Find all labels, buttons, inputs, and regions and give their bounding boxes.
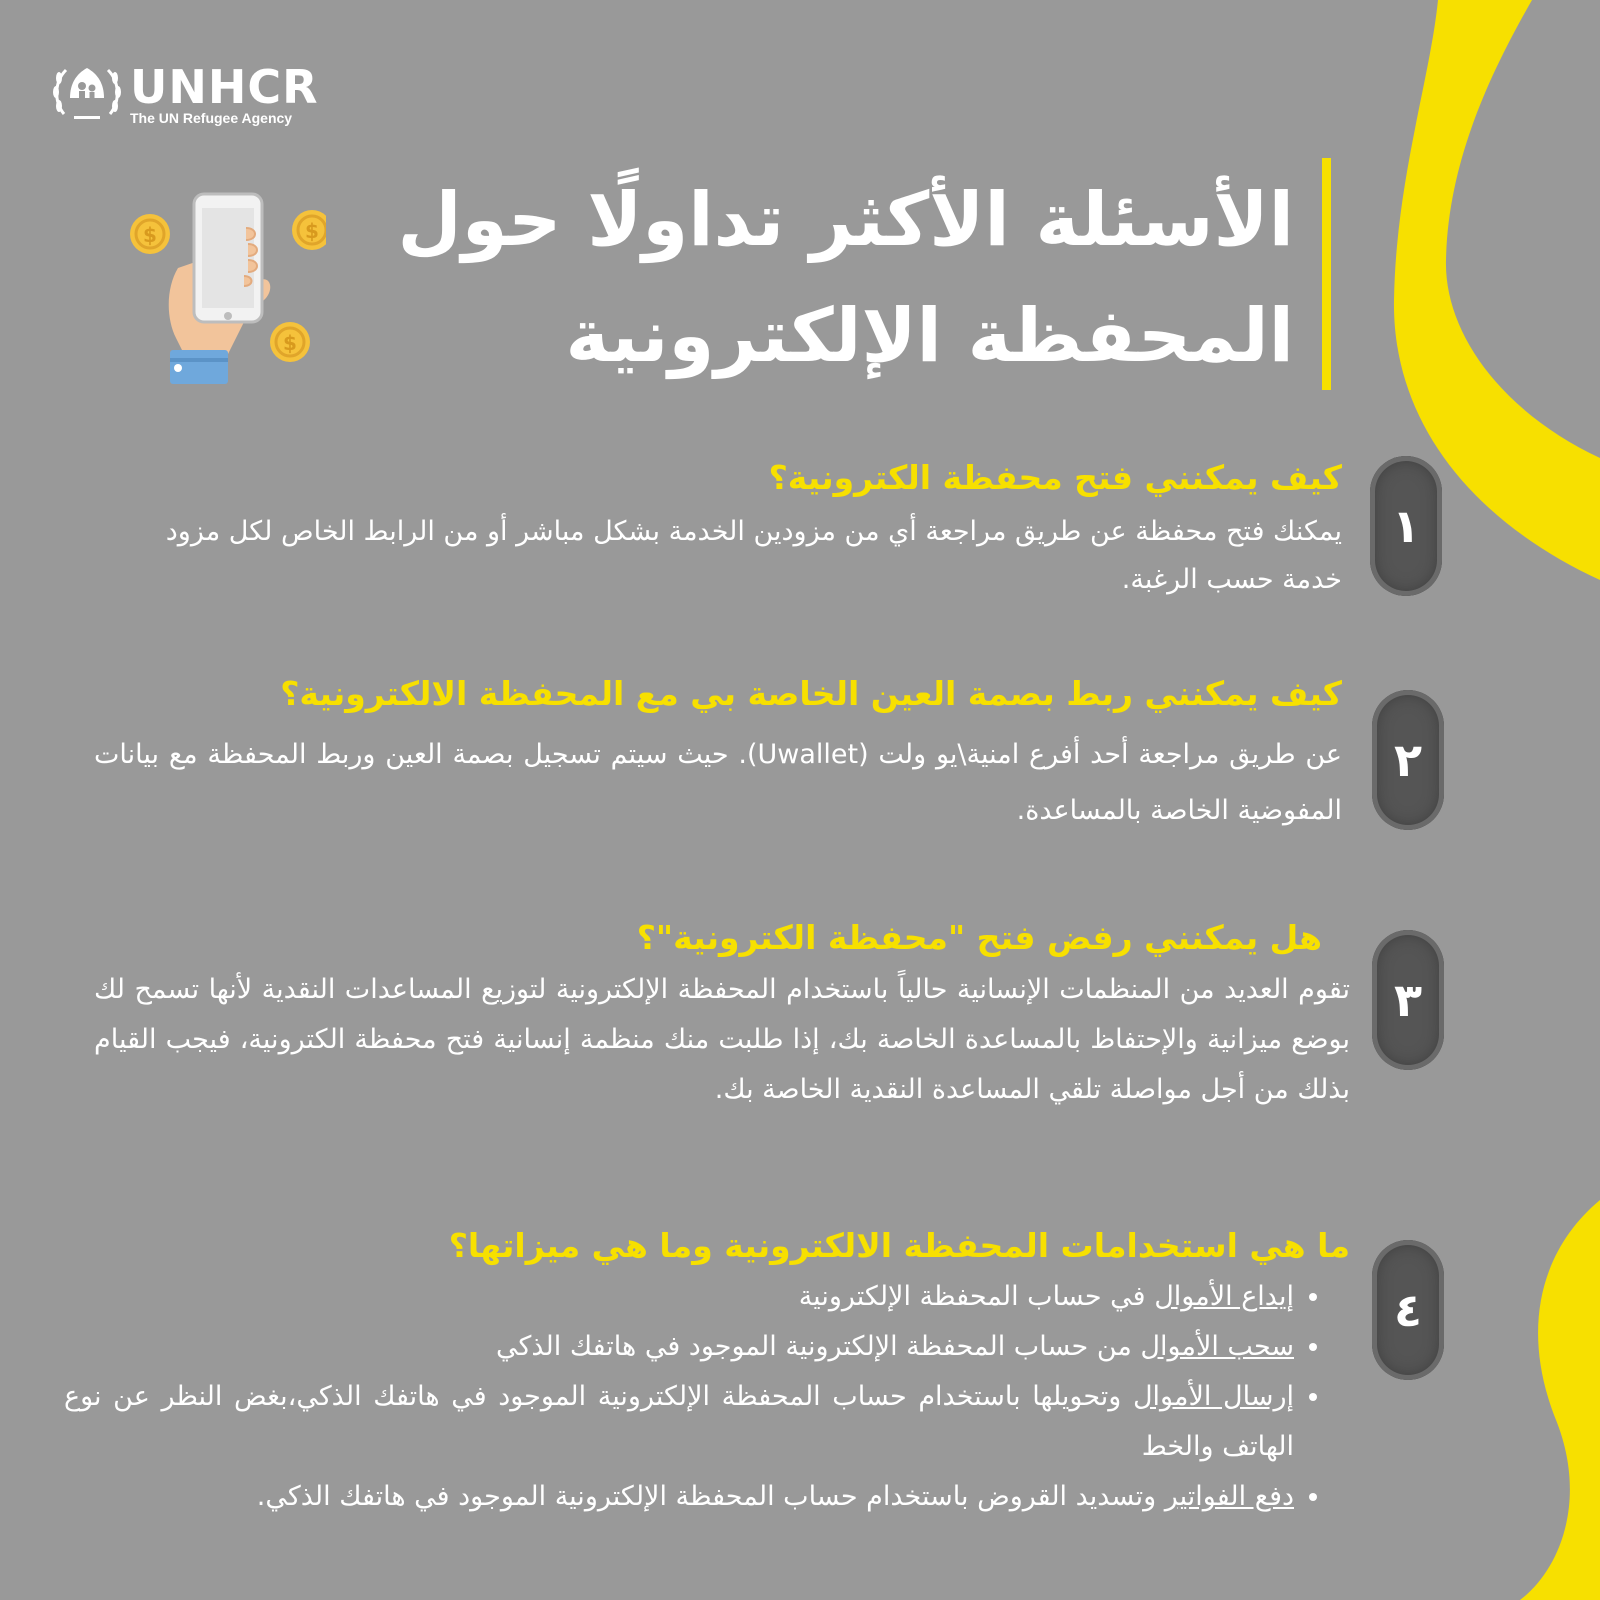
feature-text: وتسديد القروض باستخدام حساب المحفظة الإلكترونية الموجود في هاتفك الذكي. bbox=[256, 1481, 1165, 1512]
faq-answer: عن طريق مراجعة أحد أفرع امنية\يو ولت (Uwallet). حيث سيتم تسجيل بصمة العين وربط المحفظة مع بيانات المفوضية الخاصة بالمساعدة. bbox=[94, 739, 1342, 826]
faq-number-badge: ٢ bbox=[1372, 690, 1444, 830]
title-accent-bar bbox=[1322, 158, 1331, 390]
faq-number-badge: ١ bbox=[1370, 456, 1442, 596]
logo-tagline: The UN Refugee Agency bbox=[130, 110, 293, 126]
feature-lead: دفع الفواتير bbox=[1164, 1481, 1294, 1512]
list-item bbox=[64, 1322, 1294, 1372]
list-item bbox=[64, 1472, 1294, 1522]
feature-text: في حساب المحفظة الإلكترونية bbox=[798, 1281, 1155, 1312]
feature-lead: سحب الأموال bbox=[1140, 1331, 1294, 1362]
svg-text:$: $ bbox=[143, 223, 157, 247]
faq-answer: يمكنك فتح محفظة عن طريق مراجعة أي من مزودين الخدمة بشكل مباشر أو من الرابط الخاص لكل مزود خدمة حسب الرغبة. bbox=[165, 516, 1342, 595]
faq-answer: تقوم العديد من المنظمات الإنسانية حالياً باستخدام المحفظة الإلكترونية لتوزيع المساعدات النقدية لأنها تسمح لك بوضع ميزانية والإحتفاظ بالمساعدة الخاصة بك، إذا طلبت منك منظمة إنسانية فتح محفظة الكترونية، فيجب القيام بذلك من أجل مواصلة تلقي المساعدة النقدية الخاصة بك. bbox=[94, 974, 1350, 1105]
faq-question: هل يمكنني رفض فتح "محفظة الكترونية"؟ bbox=[636, 918, 1322, 957]
feature-lead: إيداع الأموال bbox=[1154, 1281, 1294, 1312]
faq-question: كيف يمكنني ربط بصمة العين الخاصة بي مع المحفظة الالكترونية؟ bbox=[280, 674, 1342, 713]
feature-text: من حساب المحفظة الإلكترونية الموجود في هاتفك الذكي bbox=[496, 1331, 1141, 1362]
faq-number-badge: ٤ bbox=[1372, 1240, 1444, 1380]
faq-number-badge: ٣ bbox=[1372, 930, 1444, 1070]
list-item bbox=[64, 1372, 1294, 1472]
dollar-coin-icon bbox=[130, 214, 170, 254]
page-title bbox=[294, 162, 1294, 394]
hand-phone-icon bbox=[126, 188, 326, 398]
faq-feature-list bbox=[64, 1272, 1320, 1522]
title-line-2: المحفظة الإلكترونية bbox=[565, 293, 1294, 379]
faq-question: كيف يمكنني فتح محفظة الكترونية؟ bbox=[768, 458, 1342, 497]
svg-text:$: $ bbox=[305, 219, 319, 243]
list-item bbox=[64, 1272, 1294, 1322]
faq-question: ما هي استخدامات المحفظة الالكترونية وما هي ميزاتها؟ bbox=[448, 1226, 1350, 1265]
title-line-1: الأسئلة الأكثر تداولًا حول bbox=[397, 177, 1294, 263]
feature-text: وتحويلها باستخدام حساب المحفظة الإلكترونية الموجود في هاتفك الذكي،بغض النظر عن نوع الهاتف والخط bbox=[64, 1381, 1294, 1462]
unhcr-logo bbox=[52, 60, 319, 126]
svg-text:$: $ bbox=[283, 331, 297, 355]
feature-lead: إرسال الأموال bbox=[1132, 1381, 1294, 1412]
unhcr-emblem-icon bbox=[52, 64, 122, 126]
logo-name: UNHCR bbox=[130, 60, 319, 114]
